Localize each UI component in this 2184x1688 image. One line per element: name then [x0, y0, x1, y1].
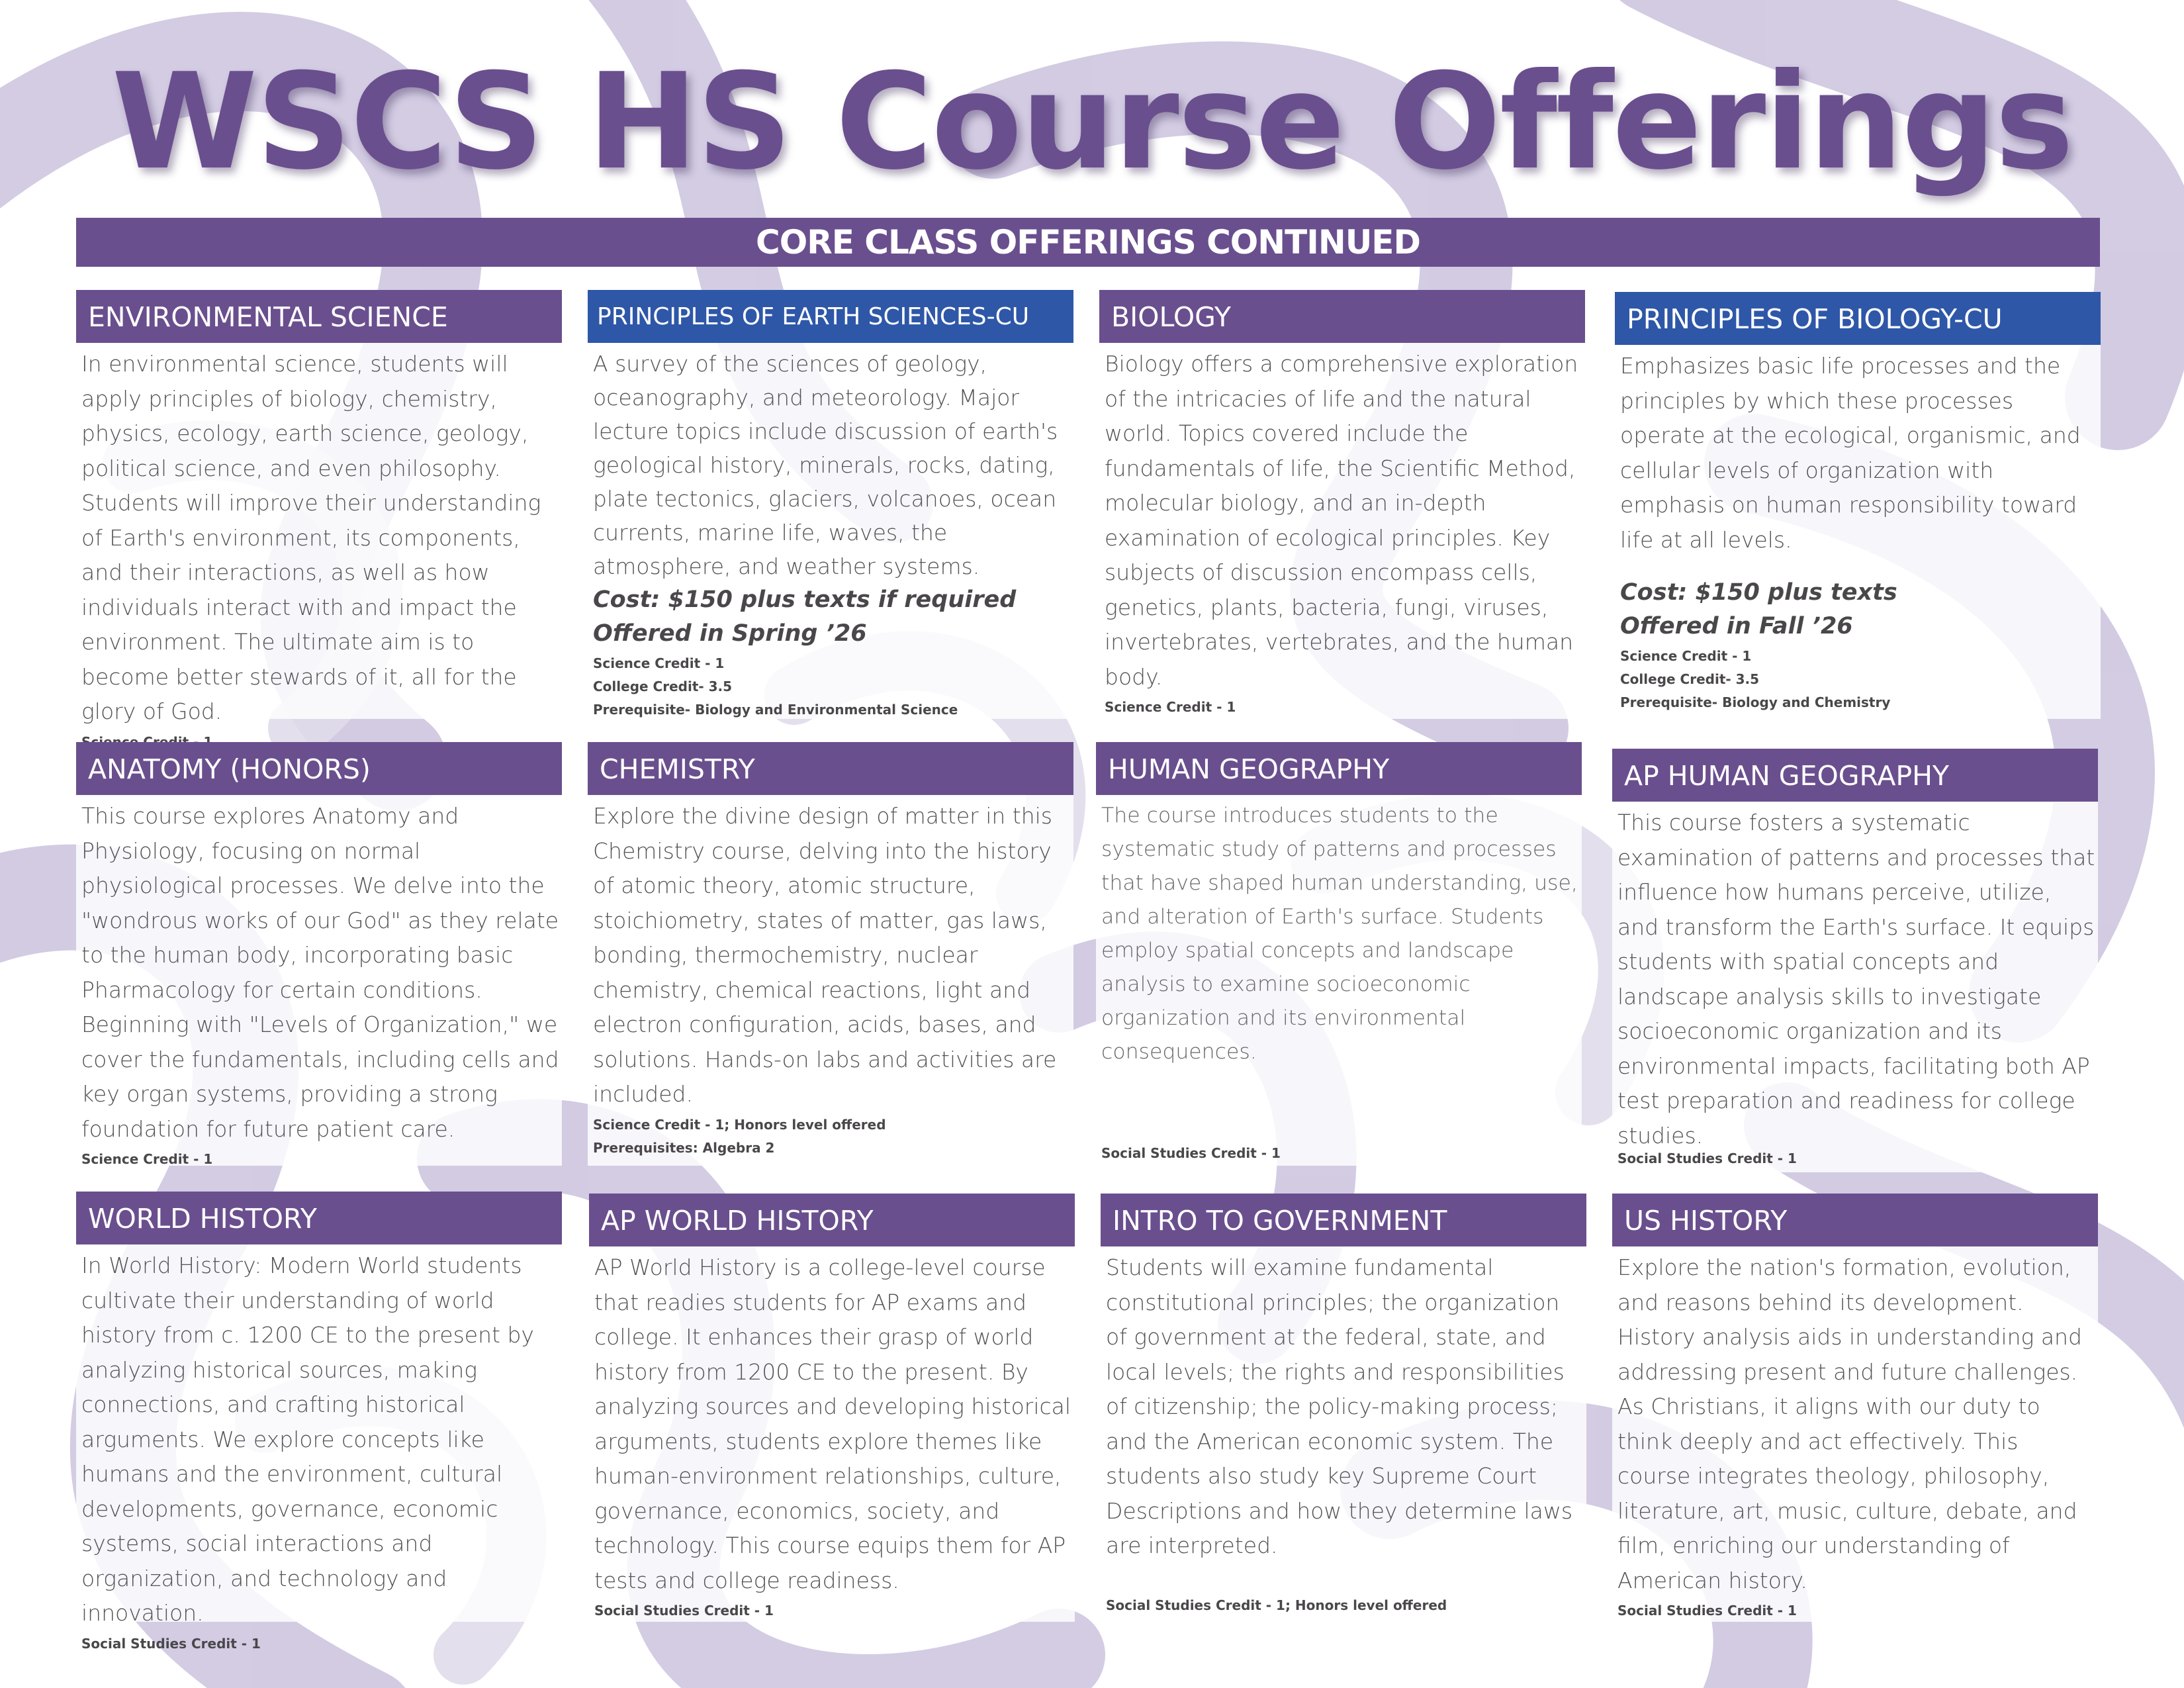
course-offered-term: Offered in Spring ’26	[593, 620, 867, 647]
course-card-biology	[1099, 290, 1585, 719]
course-description: A survey of the sciences of geology, oceanography, and meteorology. Major lecture topics include discussion of earth's geological history, minerals, rocks, dating, plate tectonics, glaciers, volcanoes, ocean currents, marine life, waves, the atmosphere, and weather systems.	[593, 351, 1058, 579]
course-prerequisite: Prerequisite- Biology and Environmental Science	[593, 702, 958, 718]
course-credit: Social Studies Credit - 1	[1617, 1150, 1797, 1166]
course-description: Explore the nation's formation, evolution, and reasons behind its development. History analysis aids in understanding and addressing present and future challenges. As Christians, it aligns with our duty to think deeply and act effectively. This course integrates theology, philosophy, literature, art, music, culture, debate, and film, enriching our understanding of American history.	[1617, 1254, 2082, 1593]
page-title: WSCS HS Course Offerings	[111, 45, 2073, 199]
course-title: PRINCIPLES OF EARTH SCIENCES-CU	[588, 290, 1073, 343]
course-credit: Science Credit - 1; Honors level offered	[593, 1116, 886, 1133]
course-prerequisite: Prerequisites: Algebra 2	[593, 1139, 775, 1156]
course-description: Emphasizes basic life processes and the principles by which these processes operate at the ecological, organismic, and cellular levels of organization with emphasis on human responsibility toward life at all levels.	[1620, 353, 2081, 553]
course-prerequisite: Prerequisite- Biology and Chemistry	[1620, 694, 1891, 710]
course-credit: Social Studies Credit - 1; Honors level offered	[1106, 1597, 1447, 1613]
course-card-principles-of-biology-cu	[1615, 292, 2101, 719]
course-cost: Cost: $150 plus texts	[1620, 579, 1897, 606]
course-credit: Science Credit - 1	[593, 655, 725, 671]
course-credit: Social Studies Credit - 1	[1617, 1603, 1797, 1618]
course-description: Explore the divine design of matter in this Chemistry course, delving into the history of atomic theory, atomic structure, stoichiometry, states of matter, gas laws, bonding, thermochemistry, nuclear chemistry, chemical reactions, light and electron configuration, acids, bases, and solutions. Hands-on labs and activities are included.	[593, 803, 1057, 1107]
course-credit: Social Studies Credit - 1	[1101, 1145, 1281, 1161]
course-description: AP World History is a college-level course that readies students for AP exams and college. It enhances their grasp of world history from 1200 CE to the present. By analyzing sources and developing historical arguments, students explore themes like human-environment relationships, culture, governance, economics, society, and technology. This course equips them for AP tests and college readiness.	[594, 1254, 1071, 1593]
course-credit: Social Studies Credit - 1	[594, 1603, 774, 1618]
course-card-chemistry	[588, 742, 1073, 1166]
course-title: BIOLOGY	[1099, 290, 1585, 343]
course-card-world-history	[76, 1192, 562, 1652]
course-card-ap-world-history	[589, 1194, 1075, 1622]
course-title: CHEMISTRY	[588, 742, 1073, 795]
course-title: WORLD HISTORY	[76, 1192, 562, 1244]
course-title: AP WORLD HISTORY	[589, 1194, 1075, 1246]
course-title: HUMAN GEOGRAPHY	[1096, 742, 1582, 795]
course-card-anatomy-honors	[76, 742, 562, 1166]
course-credit: Science Credit - 1	[81, 1151, 213, 1167]
course-card-intro-to-government	[1101, 1194, 1586, 1622]
course-description: This course fosters a systematic examination of patterns and processes that influence how humans perceive, utilize, and transform the Earth's surface. It equips students with spatial concepts and landscape analysis skills to investigate socioeconomic organization and its environmental impacts, facilitating both AP test preparation and readiness for college studies.	[1617, 810, 2095, 1149]
course-card-environmental-science	[76, 290, 562, 724]
course-title: AP HUMAN GEOGRAPHY	[1612, 749, 2098, 802]
course-description: The course introduces students to the systematic study of patterns and processes that have shaped human understanding, use, and alteration of Earth's surface. Students employ spatial concepts and landscape analysis to examine socioeconomic organization and its environmental consequences.	[1101, 804, 1578, 1064]
course-description: In World History: Modern World students cultivate their understanding of world history from c. 1200 CE to the present by analyzing historical sources, making connections, and crafting historical arguments. We explore concepts like humans and the environment, cultural developments, governance, economic systems, social interactions and organization, and technology and innovation.	[81, 1252, 534, 1626]
course-title: US HISTORY	[1612, 1194, 2098, 1246]
course-description: Biology offers a comprehensive exploration of the intricacies of life and the natural world. Topics covered include the fundamentals of life, the Scientific Method, molecular biology, and an in-depth examination of ecological principles. Key subjects of discussion encompass cells, genetics, plants, bacteria, fungi, viruses, invertebrates, vertebrates, and the human body.	[1105, 351, 1578, 690]
course-card-ap-human-geography	[1612, 749, 2098, 1172]
course-card-us-history	[1612, 1194, 2098, 1622]
course-college-credit: College Credit- 3.5	[1620, 671, 1760, 687]
course-description: Students will examine fundamental constitutional principles; the organization of government at the federal, state, and local levels; the rights and responsibilities of citizenship; the policy-making process; and the American economic system. The students also study key Supreme Court Descriptions and how they determine laws are interpreted.	[1106, 1254, 1573, 1558]
course-title: INTRO TO GOVERNMENT	[1101, 1194, 1586, 1246]
course-credit: Social Studies Credit - 1	[81, 1635, 261, 1652]
course-title: ANATOMY (HONORS)	[76, 742, 562, 795]
course-college-credit: College Credit- 3.5	[593, 679, 733, 694]
course-credit: Science Credit - 1	[1105, 699, 1236, 715]
course-title: ENVIRONMENTAL SCIENCE	[76, 290, 562, 343]
course-cost: Cost: $150 plus texts if required	[593, 586, 1017, 613]
section-banner: CORE CLASS OFFERINGS CONTINUED	[76, 218, 2100, 267]
course-description: In environmental science, students will apply principles of biology, chemistry, physics, ecology, earth science, geology, political science, and even philosophy. Students will improve their understanding of Earth's environment, its components, and their interactions, as well as how individuals interact with and impact the environment. The ultimate aim is to become better stewards of it, all for the glory of God.	[81, 351, 541, 724]
course-card-principles-of-earth-sciences-cu	[588, 290, 1073, 719]
course-description: This course explores Anatomy and Physiology, focusing on normal physiological processes. We delve into the "wondrous works of our God" as they relate to the human body, incorporating basic Pharmacology for certain conditions. Beginning with "Levels of Organization," we cover the fundamentals, including cells and key organ systems, providing a strong foundation for future patient care.	[81, 803, 559, 1142]
course-offered-term: Offered in Fall ’26	[1620, 613, 1853, 639]
course-credit: Science Credit - 1	[1620, 648, 1752, 664]
course-title: PRINCIPLES OF BIOLOGY-CU	[1615, 292, 2101, 345]
course-card-human-geography	[1096, 742, 1582, 1166]
